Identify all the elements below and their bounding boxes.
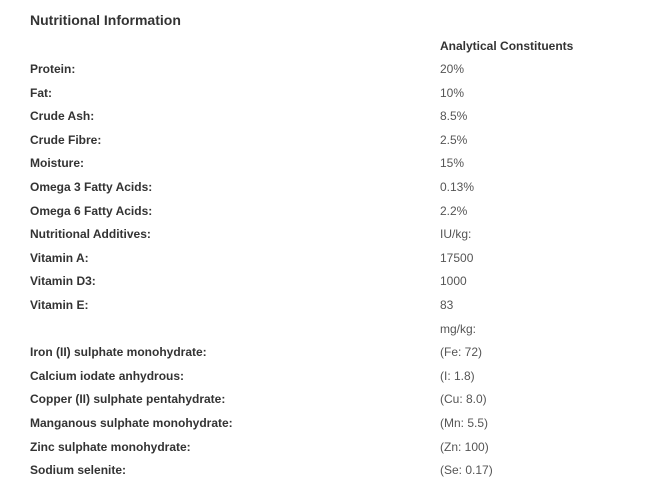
row-value: 1000 (440, 274, 467, 289)
table-row (30, 247, 630, 271)
row-label: Vitamin A: (30, 250, 89, 265)
row-label: Sodium selenite: (30, 463, 127, 478)
table-row (30, 152, 630, 176)
row-value: 8.5% (440, 109, 468, 124)
row-label: Omega 3 Fatty Acids: (30, 179, 153, 194)
row-label: Fat: (30, 85, 52, 100)
table-row (30, 176, 630, 200)
row-label: Calcium iodate anhydrous: (30, 368, 185, 383)
table-row (30, 318, 630, 342)
nutrition-table (30, 58, 630, 483)
row-label: Iron (II) sulphate monohydrate: (30, 345, 207, 360)
table-row (30, 365, 630, 389)
row-value: (Mn: 5.5) (440, 415, 489, 430)
table-row (30, 412, 630, 436)
row-label: Zinc sulphate monohydrate: (30, 439, 191, 454)
row-label: Nutritional Additives: (30, 227, 151, 242)
row-value: (Zn: 100) (440, 439, 489, 454)
table-row (30, 105, 630, 129)
row-label: Vitamin E: (30, 297, 89, 312)
table-row (30, 341, 630, 365)
table-row (30, 388, 630, 412)
row-label: Vitamin D3: (30, 274, 96, 289)
row-label: Omega 6 Fatty Acids: (30, 203, 153, 218)
row-value: IU/kg: (440, 227, 472, 242)
row-label: Copper (II) sulphate pentahydrate: (30, 392, 226, 407)
row-value: 0.13% (440, 179, 475, 194)
table-row (30, 459, 630, 483)
column-header: Analytical Constituents (440, 39, 574, 53)
row-value: 2.5% (440, 132, 468, 147)
row-value: 10% (440, 85, 465, 100)
row-value: mg/kg: (440, 321, 477, 336)
row-value: 20% (440, 62, 465, 76)
row-value: 83 (440, 297, 454, 312)
row-label: Crude Ash: (30, 109, 95, 124)
table-row (30, 270, 630, 294)
table-row (30, 82, 630, 106)
row-label: Manganous sulphate monohydrate: (30, 415, 233, 430)
table-row (30, 129, 630, 153)
row-value: 17500 (440, 250, 474, 265)
table-row (30, 223, 630, 247)
row-label: Protein: (30, 62, 76, 76)
page-title: Nutritional Information (30, 12, 181, 28)
table-row (30, 200, 630, 224)
row-value: (Cu: 8.0) (440, 392, 487, 407)
row-label: Moisture: (30, 156, 84, 171)
row-label: Crude Fibre: (30, 132, 102, 147)
row-value: (Se: 0.17) (440, 463, 493, 478)
row-value: 2.2% (440, 203, 468, 218)
row-value: 15% (440, 156, 465, 171)
table-row (30, 58, 630, 82)
row-value: (I: 1.8) (440, 368, 475, 383)
table-row (30, 436, 630, 460)
table-row (30, 294, 630, 318)
row-value: (Fe: 72) (440, 345, 483, 360)
